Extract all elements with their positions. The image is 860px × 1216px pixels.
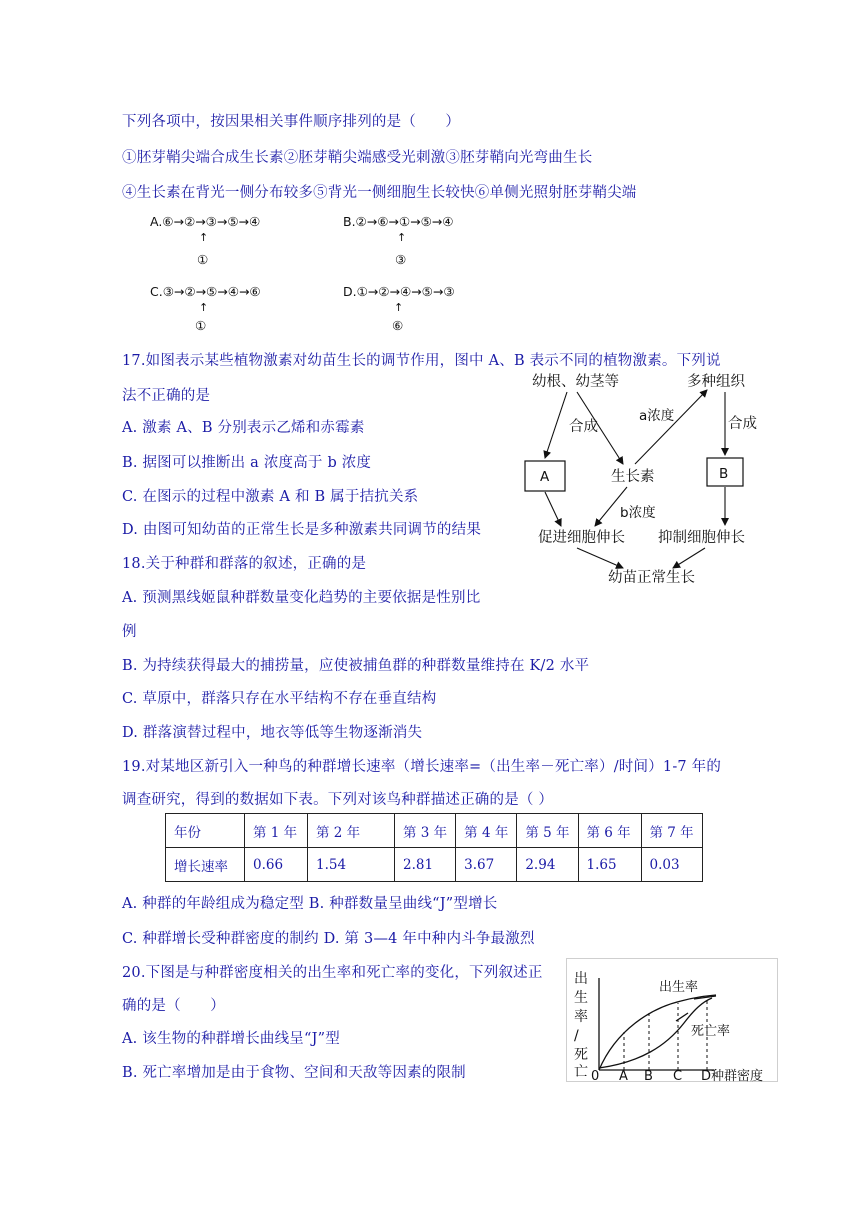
q17-option-c: C. 在图示的过程中激素 A 和 B 属于拮抗关系 — [122, 489, 419, 505]
diagram-node-inhibit: 抑制细胞伸长 — [658, 530, 745, 546]
table-header-cell: 第 7 年 — [641, 814, 702, 848]
graph-xtick: D — [701, 1069, 712, 1082]
diagram-box-a-label: A — [540, 469, 550, 485]
diagram-label-b-conc: b浓度 — [620, 505, 656, 521]
table-cell: 2.81 — [395, 848, 456, 882]
q20-birth-death-graph — [566, 958, 778, 1082]
table-cell: 3.67 — [456, 848, 517, 882]
q16-option-b-below: ③ — [395, 252, 407, 267]
q16-option-d-arrow: ↑ — [394, 301, 404, 314]
q16-option-d-below: ⑥ — [392, 318, 404, 333]
table-row — [166, 848, 703, 882]
q20-stem-line1: 20.下图是与种群密度相关的出生率和死亡率的变化，下列叙述正 — [122, 965, 543, 981]
diagram-node-auxin: 生长素 — [611, 469, 655, 485]
table-header-cell: 第 2 年 — [308, 814, 395, 848]
q17-option-b: B. 据图可以推断出 a 浓度高于 b 浓度 — [122, 455, 372, 471]
graph-ylabel-char: 死 — [574, 1047, 588, 1063]
table-header-cell: 第 6 年 — [578, 814, 641, 848]
q17-stem-line2: 法不正确的是 — [122, 388, 211, 404]
q18-option-b: B. 为持续获得最大的捕捞量，应使被捕鱼群的种群数量维持在 K/2 水平 — [122, 658, 590, 674]
graph-ylabel-char: 生 — [574, 990, 588, 1006]
q16-items-line1: ①胚芽鞘尖端合成生长素②胚芽鞘尖端感受光刺激③胚芽鞘向光弯曲生长 — [122, 150, 593, 166]
diagram-box-b-label: B — [719, 466, 729, 482]
table-header-cell: 第 1 年 — [245, 814, 308, 848]
table-header-row — [166, 814, 703, 848]
graph-origin: 0 — [591, 1069, 600, 1082]
diagram-label-synth-right: 合成 — [728, 416, 757, 432]
table-header-cell: 第 5 年 — [517, 814, 578, 848]
diagram-label-synth-left: 合成 — [569, 419, 598, 435]
q16-stem: 下列各项中，按因果相关事件顺序排列的是（ ） — [122, 114, 461, 130]
table-header-cell: 第 4 年 — [456, 814, 517, 848]
table-cell: 0.03 — [641, 848, 702, 882]
graph-label-death: 死亡率 — [691, 1024, 731, 1039]
table-cell: 2.94 — [517, 848, 578, 882]
graph-ylabel-char: 率 — [574, 1009, 588, 1025]
q17-hormone-diagram — [515, 370, 775, 592]
q20-option-a: A. 该生物的种群增长曲线呈“J”型 — [122, 1031, 340, 1047]
diagram-node-root: 幼根、幼茎等 — [532, 374, 619, 390]
q16-option-a-below: ① — [197, 252, 209, 267]
table-header-cell: 年份 — [166, 814, 245, 848]
q20-option-b: B. 死亡率增加是由于食物、空间和天敌等因素的限制 — [122, 1065, 466, 1081]
q18-option-d: D. 群落演替过程中，地衣等低等生物逐渐消失 — [122, 725, 423, 741]
graph-xtick: C — [673, 1069, 683, 1082]
arrow-a-to-promote — [545, 492, 561, 526]
q17-option-a: A. 激素 A、B 分别表示乙烯和赤霉素 — [122, 420, 365, 436]
arrow-promote-to-result — [577, 548, 623, 568]
graph-xtick: B — [644, 1069, 653, 1082]
diagram-node-tissues: 多种组织 — [687, 374, 745, 390]
q16-option-c-arrow: ↑ — [199, 301, 209, 314]
graph-xtick: A — [619, 1069, 628, 1082]
q16-option-b-chain: B.②→⑥→①→⑤→④ — [343, 214, 454, 229]
graph-xlabel: 种群密度 — [711, 1069, 764, 1082]
table-cell: 1.54 — [308, 848, 395, 882]
q17-option-d: D. 由图可知幼苗的正常生长是多种激素共同调节的结果 — [122, 522, 482, 538]
q18-stem: 18.关于种群和群落的叙述，正确的是 — [122, 556, 367, 572]
q20-stem-line2: 确的是（ ） — [122, 998, 225, 1014]
table-cell: 1.65 — [578, 848, 641, 882]
q16-option-d-chain: D.①→②→④→⑤→③ — [343, 284, 455, 299]
q16-items-line2: ④生长素在背光一侧分布较多⑤背光一侧细胞生长较快⑥单侧光照射胚芽鞘尖端 — [122, 185, 637, 201]
q16-option-a-chain: A.⑥→②→③→⑤→④ — [150, 214, 261, 229]
q16-option-c-below: ① — [195, 318, 207, 333]
arrow-inhibit-to-result — [673, 548, 705, 568]
q18-option-c: C. 草原中，群落只存在水平结构不存在垂直结构 — [122, 691, 437, 707]
q16-option-a-arrow: ↑ — [199, 231, 209, 244]
table-cell: 0.66 — [245, 848, 308, 882]
arrow-auxin-to-tissues — [635, 390, 707, 464]
q16-option-b-arrow: ↑ — [397, 231, 407, 244]
q19-stem-line2: 调查研究，得到的数据如下表。下列对该鸟种群描述正确的是（ ） — [122, 792, 554, 808]
q19-options-line2: C. 种群增长受种群密度的制约 D. 第 3—4 年中种内斗争最激烈 — [122, 931, 535, 947]
table-header-cell: 第 3 年 — [395, 814, 456, 848]
graph-ylabel-char: 亡 — [574, 1064, 588, 1080]
graph-label-birth: 出生率 — [659, 980, 699, 995]
q17-stem-line1: 17.如图表示某些植物激素对幼苗生长的调节作用，图中 A、B 表示不同的植物激素。下列说 — [122, 353, 721, 369]
table-cell: 增长速率 — [166, 848, 245, 882]
graph-ylabel-char: 出 — [574, 971, 588, 987]
q19-growth-rate-table — [165, 813, 703, 882]
q19-stem-line1: 19.对某地区新引入一种鸟的种群增长速率（增长速率=（出生率－死亡率）/时间）1-7 年的 — [122, 759, 722, 775]
diagram-node-promote: 促进细胞伸长 — [538, 530, 625, 546]
q18-option-a-line2: 例 — [122, 624, 137, 640]
diagram-label-a-conc: a浓度 — [639, 408, 675, 424]
graph-ylabel-char: / — [574, 1028, 579, 1044]
q19-options-line1: A. 种群的年龄组成为稳定型 B. 种群数量呈曲线“J”型增长 — [122, 896, 498, 912]
q18-option-a-line1: A. 预测黑线姬鼠种群数量变化趋势的主要依据是性别比 — [122, 590, 481, 606]
diagram-node-result: 幼苗正常生长 — [608, 570, 695, 586]
q16-option-c-chain: C.③→②→⑤→④→⑥ — [150, 284, 261, 299]
arrow-root-to-a — [545, 392, 567, 458]
